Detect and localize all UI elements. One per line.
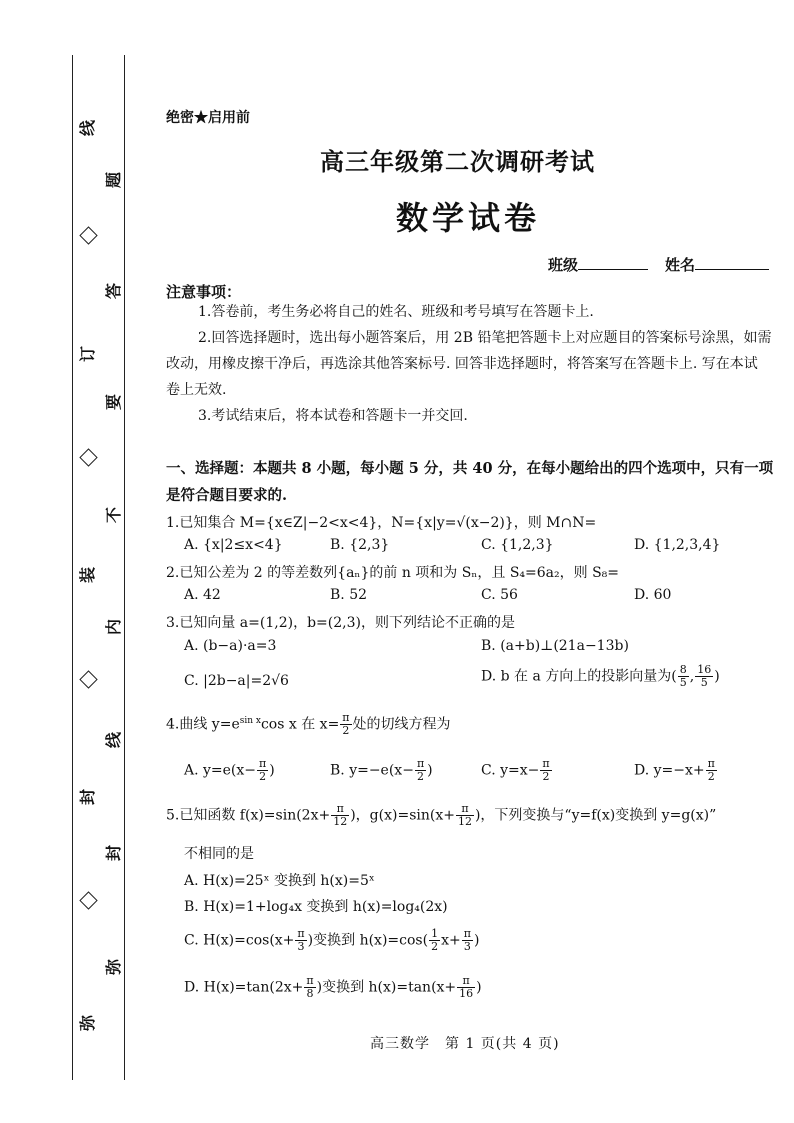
question-1-option-c: C. {1,2,3} bbox=[481, 537, 554, 553]
margin-char: 内 bbox=[104, 619, 123, 636]
question-1-option-d: D. {1,2,3,4} bbox=[634, 537, 721, 553]
fraction: $\frac{\pi}{3}$ bbox=[297, 927, 305, 953]
question-1-stem: 1.已知集合 M={x∈Z|−2<x<4}，N={x|y=√(x−2)}，则 M∩N= bbox=[166, 515, 597, 531]
name-blank[interactable] bbox=[695, 255, 769, 270]
margin-line-inner bbox=[124, 55, 125, 1080]
note-2-line-1: 2.回答选择题时，选出每小题答案后，用 2B 铅笔把答题卡上对应题目的答案标号涂黑，如需 bbox=[198, 330, 772, 346]
question-4-option-c: C. y=x− $\frac{\pi}{2}$ bbox=[481, 757, 550, 783]
margin-char: 弥 bbox=[104, 959, 123, 976]
margin-char: 线 bbox=[104, 732, 123, 749]
margin-char: 封 bbox=[104, 845, 123, 862]
fraction: $\frac{\pi}{2}$ bbox=[259, 757, 267, 783]
fraction: $\frac{\pi}{2}$ bbox=[707, 757, 715, 783]
margin-char: 封 bbox=[78, 789, 97, 806]
question-2-option-c: C. 56 bbox=[481, 587, 518, 603]
margin-char: 线 bbox=[78, 120, 97, 137]
question-5-option-c: C. H(x)=cos(x+ $\frac{\pi}{3}$ )变换到 h(x)=cos( $\frac{1}{2}$ x+ $\frac{\pi}{3}$ ) bbox=[184, 927, 480, 953]
fraction: $\frac{8}{5}$ bbox=[679, 663, 687, 689]
exam-title: 高三年级第二次调研考试 bbox=[320, 147, 595, 176]
question-1-option-b: B. {2,3} bbox=[330, 537, 390, 553]
margin-char: 装 bbox=[78, 567, 97, 584]
fraction: $\frac{\pi}{8}$ bbox=[306, 974, 314, 1000]
question-3-option-d: D. b 在 a 方向上的投影向量为( $\frac{8}{5}$ , $\frac{16}{5}$ ) bbox=[481, 663, 720, 689]
notes-title: 注意事项： bbox=[166, 283, 242, 301]
question-5-option-d: D. H(x)=tan(2x+ $\frac{\pi}{8}$ )变换到 h(x)=tan(x+ $\frac{\pi}{16}$ ) bbox=[184, 974, 482, 1000]
margin-char: 订 bbox=[78, 346, 97, 363]
class-blank[interactable] bbox=[578, 255, 648, 270]
question-2-option-a: A. 42 bbox=[184, 587, 221, 603]
question-5-option-b: B. H(x)=1+log₄x 变换到 h(x)=log₄(2x) bbox=[184, 899, 448, 915]
margin-char: 弥 bbox=[78, 1015, 97, 1032]
fraction: $\frac{16}{5}$ bbox=[697, 663, 712, 689]
margin-char: 不 bbox=[104, 507, 123, 524]
margin-diamond bbox=[79, 670, 97, 688]
margin-char: 题 bbox=[104, 172, 123, 189]
question-4-option-b: B. y=−e(x− $\frac{\pi}{2}$ ) bbox=[330, 757, 433, 783]
question-5-option-a: A. H(x)=25ˣ 变换到 h(x)=5ˣ bbox=[184, 873, 375, 889]
question-5-stem-2: 不相同的是 bbox=[184, 846, 254, 862]
margin-char: 要 bbox=[104, 394, 123, 411]
fraction: $\frac{\pi}{2}$ bbox=[542, 757, 550, 783]
question-2-option-d: D. 60 bbox=[634, 587, 672, 603]
question-4-stem: 4.曲线 $y=e^{sin x}\cos$ x 在 x= $\frac{\pi}{2}$ 处的切线方程为 bbox=[166, 711, 451, 737]
question-3-option-b: B. (a+b)⊥(21a−13b) bbox=[481, 638, 629, 654]
note-2-line-2: 改动，用橡皮擦干净后，再选涂其他答案标号. 回答非选择题时，将答案写在答题卡上. 写在本试 bbox=[166, 356, 758, 372]
margin-char: 答 bbox=[104, 283, 123, 300]
subject-title: 数学试卷 bbox=[396, 199, 541, 237]
class-label: 班级 bbox=[548, 256, 579, 274]
question-4-option-d: D. y=−x+ $\frac{\pi}{2}$ bbox=[634, 757, 715, 783]
note-3: 3.考试结束后，将本试卷和答题卡一并交回. bbox=[198, 408, 468, 424]
fraction: $\frac{1}{2}$ bbox=[431, 927, 439, 953]
margin-diamond bbox=[79, 448, 97, 466]
name-field bbox=[665, 254, 769, 275]
name-label: 姓名 bbox=[665, 256, 696, 274]
fraction: $\frac{\pi}{2}$ bbox=[416, 757, 425, 783]
question-2-option-b: B. 52 bbox=[330, 587, 368, 603]
note-1: 1.答卷前，考生务必将自己的姓名、班级和考号填写在答题卡上. bbox=[198, 304, 594, 320]
fraction: $\frac{\pi}{3}$ bbox=[463, 927, 471, 953]
margin-diamond bbox=[79, 891, 97, 909]
question-3-stem: 3.已知向量 a=(1,2)，b=(2,3)，则下列结论不正确的是 bbox=[166, 615, 515, 631]
question-1-option-a: A. {x|2≤x<4} bbox=[184, 537, 283, 553]
fraction: $\frac{\pi}{2}$ bbox=[342, 711, 350, 737]
question-2-stem: 2.已知公差为 2 的等差数列{aₙ}的前 n 项和为 Sₙ，且 S₄=6a₂，则 S₈= bbox=[166, 565, 620, 581]
fraction: $\frac{\pi}{12}$ bbox=[457, 802, 472, 828]
margin-line-outer bbox=[72, 55, 73, 1080]
secret-label: 绝密★启用前 bbox=[166, 110, 250, 126]
question-3-option-c: C. |2b−a|=2√6 bbox=[184, 673, 289, 689]
margin-diamond bbox=[79, 226, 97, 244]
class-field bbox=[548, 254, 648, 275]
note-2-line-3: 卷上无效. bbox=[166, 382, 227, 398]
question-5-stem: 5.已知函数 f(x)=sin(2x+ $\frac{\pi}{12}$ )，g(x)=sin(x+ $\frac{\pi}{12}$ )，下列变换与“y=f(x)变换到 y=g(x)” bbox=[166, 802, 717, 828]
question-3-option-a: A. (b−a)·a=3 bbox=[184, 638, 277, 654]
fraction: $\frac{\pi}{12}$ bbox=[333, 802, 348, 828]
fraction: $\frac{\pi}{16}$ bbox=[459, 974, 474, 1000]
section-heading: 一、选择题：本题共 8 小题，每小题 5 分，共 40 分，在每小题给出的四个选项中，只有一项是符合题目要求的. bbox=[166, 460, 774, 504]
question-4-option-a: A. y=e(x− $\frac{\pi}{2}$ ) bbox=[184, 757, 275, 783]
page-footer: 高三数学 第 1 页(共 4 页) bbox=[370, 1036, 560, 1052]
